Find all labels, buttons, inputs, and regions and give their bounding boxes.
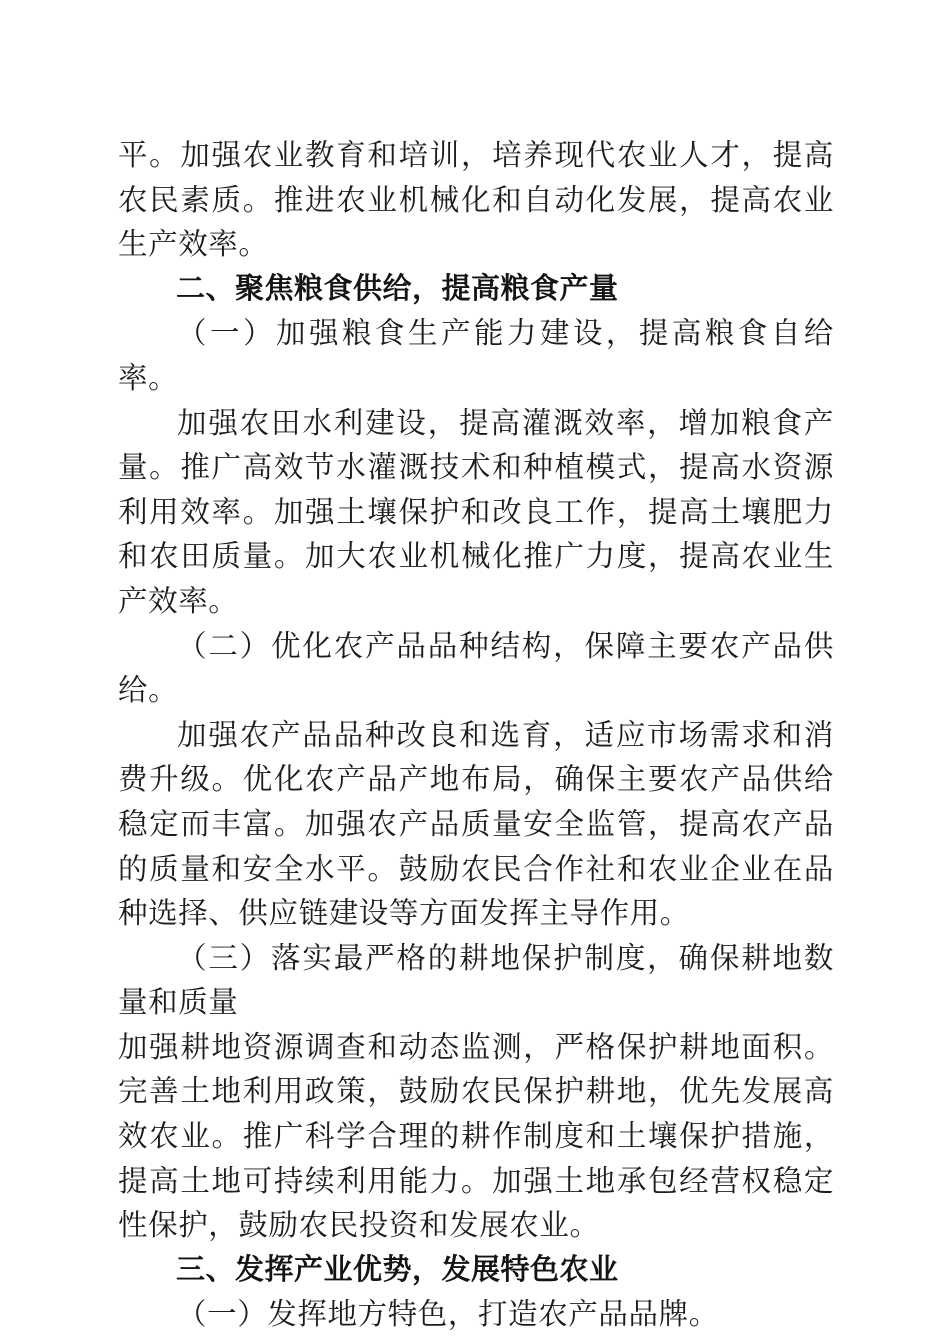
paragraph-2-1-irrigation-soil-mechanization: 加强农田水利建设，提高灌溉效率，增加粮食产量。推广高效节水灌溉技术和种植模式，提高水资源利用效率。加强土壤保护和改良工作，提高土壤肥力和农田质量。加大农业机械化推广力度，提高农业生产效率。 [118, 405, 834, 618]
paragraph-2-2-variety-breeding-quality-safety: 加强农产品品种改良和选育，适应市场需求和消费升级。优化农产品产地布局，确保主要农产品供给稳定而丰富。加强农产品质量安全监管，提高农产品的质量和安全水平。鼓励农民合作社和农业企业在品种选择、供应链建设等方面发挥主导作用。 [118, 717, 834, 931]
sub-heading-3-1-local-characteristics-brand: （一）发挥地方特色，打造农产品品牌。 [177, 1297, 719, 1332]
section-heading-two-grain-supply: 二、聚焦粮食供给，提高粮食产量 [176, 272, 619, 305]
sub-heading-2-1-grain-production-capacity: （一）加强粮食生产能力建设，提高粮食自给率。 [118, 316, 834, 395]
paragraph-2-3-farmland-survey-land-policy: 加强耕地资源调查和动态监测，严格保护耕地面积。完善土地利用政策，鼓励农民保护耕地，优先发展高效农业。推广科学合理的耕作制度和土壤保护措施，提高土地可持续利用能力。加强土地承包经营权稳定性保护，鼓励农民投资和发展农业。 [118, 1029, 834, 1243]
paragraph-continued-education-training: 平。加强农业教育和培训，培养现代农业人才，提高农民素质。推进农业机械化和自动化发展，提高农业生产效率。 [118, 138, 834, 262]
section-heading-three-industry-advantage: 三、发挥产业优势，发展特色农业 [176, 1253, 619, 1286]
sub-heading-2-2-product-variety-structure: （二）优化农产品品种结构，保障主要农产品供给。 [118, 628, 834, 708]
sub-heading-2-3-farmland-protection-system: （三）落实最严格的耕地保护制度，确保耕地数量和质量 [118, 940, 834, 1020]
document-body [118, 133, 834, 1337]
